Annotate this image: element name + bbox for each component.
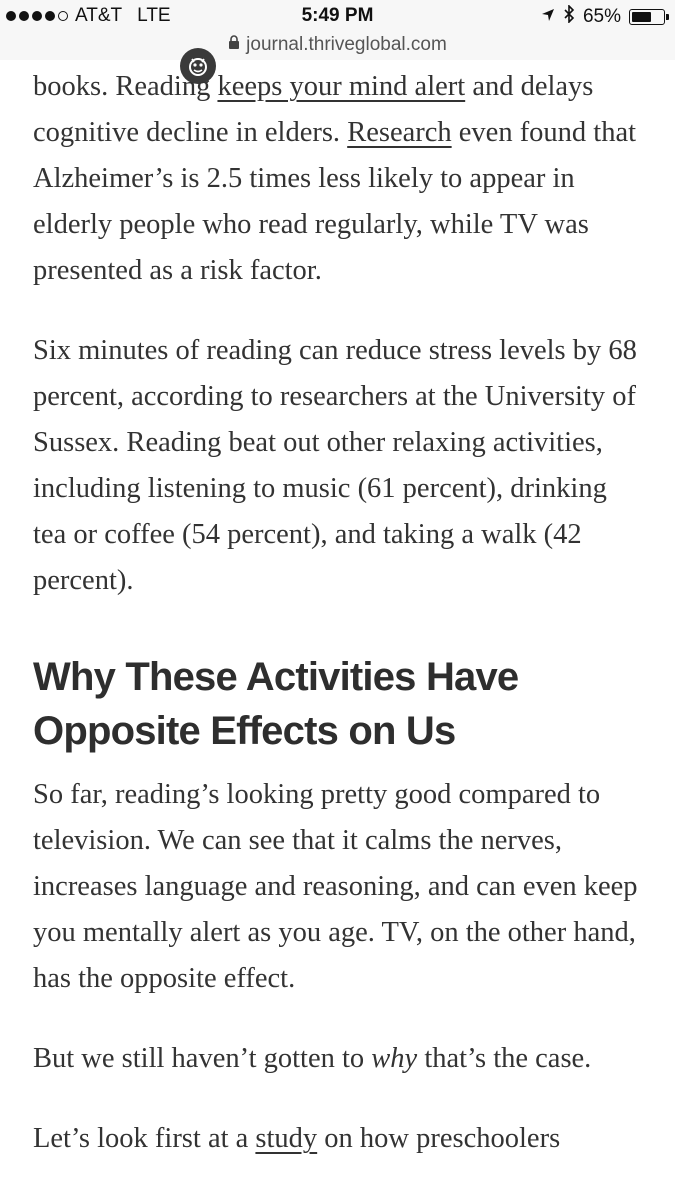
bluetooth-icon <box>563 5 575 29</box>
paragraph-stress-levels: Six minutes of reading can reduce stress levels by 68 percent, according to researchers at the University of Sussex. Reading beat out other relaxing activities, including listening to music (61 percent), drinking tea or coffee (54 percent), and taking a walk (42 percent). <box>33 335 637 596</box>
paragraph-study <box>33 1116 643 1162</box>
emphasis-why: why <box>371 1043 418 1074</box>
url-display[interactable] <box>228 34 447 56</box>
text-span: that’s the case. <box>417 1043 592 1074</box>
paragraph-comparison: So far, reading’s looking pretty good compared to television. We can see that it calms the nerves, increases language and reasoning, and can even keep you mentally alert as you age. TV, on the other hand, has the opposite effect. <box>33 779 638 994</box>
paragraph-why <box>33 1036 643 1082</box>
link-research[interactable]: Research <box>347 117 452 148</box>
text-span: But we still haven’t gotten to <box>33 1043 372 1074</box>
clock: 5:49 PM <box>301 5 374 26</box>
location-arrow-icon <box>541 6 555 28</box>
link-keeps-mind-alert[interactable]: keeps your mind alert <box>217 71 466 102</box>
url-text: journal.thriveglobal.com <box>246 34 447 55</box>
article-body <box>33 64 643 1162</box>
url-bar[interactable] <box>0 34 675 60</box>
text-span: books. Reading <box>33 71 218 102</box>
carrier-name: AT&T <box>75 5 123 26</box>
section-heading: Why These Activities Have Opposite Effects on Us <box>33 655 519 753</box>
text-span: on how preschoolers <box>317 1123 561 1154</box>
battery-level <box>632 12 651 22</box>
battery-icon <box>629 9 665 25</box>
link-study[interactable]: study <box>255 1123 318 1154</box>
network-type: LTE <box>137 5 171 26</box>
text-span: Let’s look first at a <box>33 1123 256 1154</box>
text-span: and delays cognitive decline in elders. <box>33 71 594 148</box>
lock-icon <box>228 34 240 56</box>
status-bar <box>0 0 675 34</box>
battery-nub <box>666 14 669 20</box>
status-right <box>541 5 665 29</box>
paragraph-reading-benefits <box>33 64 643 294</box>
battery-percent: 65% <box>582 6 621 27</box>
text-span: even found that Alzheimer’s is 2.5 times less likely to appear in elderly people who read regularly, while TV was presented as a risk factor. <box>33 117 637 286</box>
